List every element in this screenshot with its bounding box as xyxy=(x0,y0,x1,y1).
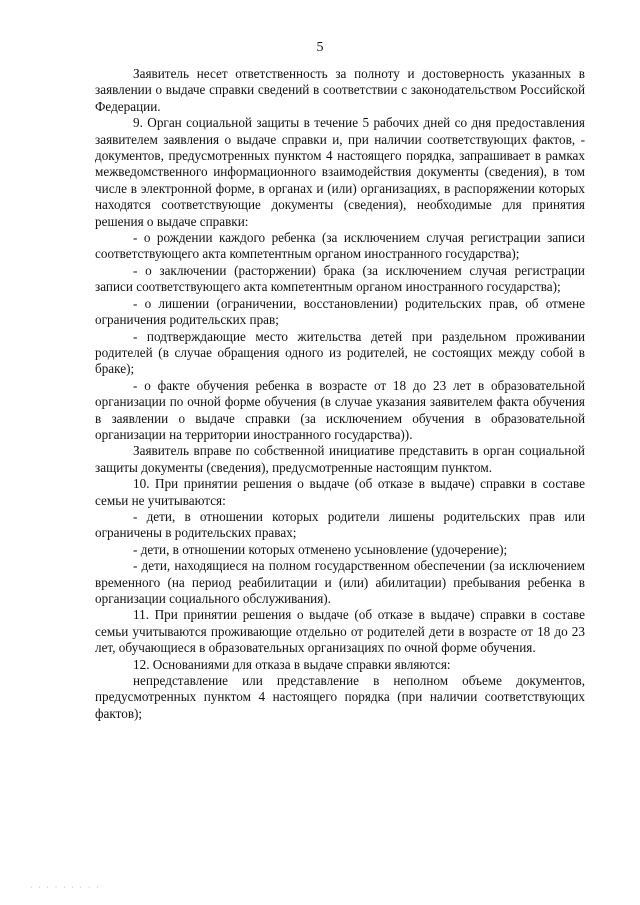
paragraph-item-11: 11. При принятии решения о выдаче (об отказе в выдаче) справки в составе семьи учитываются проживающие отдельно от родителей дети в возрасте от 18 до 23 лет, обучающиеся в образовательных организациях по очной форме обучения. xyxy=(95,607,585,656)
list-item-state-support: - дети, находящиеся на полном государственном обеспечении (за исключением временного (на период реабилитации и (или) абилитации) пребывания ребенка в организации социального обслуживания). xyxy=(95,558,585,606)
list-item-residence: - подтверждающие место жительства детей при раздельном проживании родителей (в случае обращения одного из родителей, не состоящих между собой в браке); xyxy=(95,328,585,377)
list-item-adoption-cancelled: - дети, в отношении которых отменено усыновление (удочерение); xyxy=(133,541,508,557)
document-body xyxy=(95,66,585,722)
list-item-marriage: - о заключении (расторжении) брака (за исключением случая регистрации записи соответствующего акта компетентным органом иностранного государства); xyxy=(95,262,585,295)
page-number: 5 xyxy=(316,40,324,55)
paragraph-item-10: 10. При принятии решения о выдаче (об отказе в выдаче) справки в составе семьи не учитываются: xyxy=(95,476,585,508)
list-item-parental-rights: - о лишении (ограничении, восстановлении) родительских прав, об отмене ограничения родительских прав; xyxy=(95,295,585,328)
paragraph-applicant-responsibility: Заявитель несет ответственность за полноту и достоверность указанных в заявлении о выдаче справки сведений в соответствии с законодательством Российской Федерации. xyxy=(95,66,585,114)
list-item-deprived-children: - дети, в отношении которых родители лишены родительских прав или ограничены в родительских правах; xyxy=(95,508,585,541)
paragraph-refusal-ground: непредставление или представление в неполном объеме документов, предусмотренных пунктом 4 настоящего порядка (при наличии соответствующих фактов); xyxy=(95,673,585,721)
paragraph-item-12: 12. Основаниями для отказа в выдаче справки являются: xyxy=(133,656,451,672)
paragraph-own-initiative: Заявитель вправе по собственной инициативе представить в орган социальной защиты документы (сведения), предусмотренные настоящим пунктом. xyxy=(95,443,585,475)
list-item-education: - о факте обучения ребенка в возрасте от 18 до 23 лет в образовательной организации по очной форме обучения (в случае указания заявителем факта обучения в заявлении о выдаче справки (за исключением обучения в образовательной организации на территории иностранного государства)). xyxy=(95,377,585,442)
list-item-birth: - о рождении каждого ребенка (за исключением случая регистрации записи соответствующего акта компетентным органом иностранного государства); xyxy=(95,230,585,262)
scan-footer-mark: · · · · · · · · · xyxy=(30,884,101,891)
paragraph-item-9: 9. Орган социальной защиты в течение 5 рабочих дней со дня предоставления заявителем заявления о выдаче справки и, при наличии соответствующих фактов, - документов, предусмотренных пунктом 4 настоящего порядка, запрашивает в рамках межведомственного информационного взаимодействия документы (сведения), в том числе в электронной форме, в органах и (или) организациях, в распоряжении которых находятся соответствующие документы (сведения), необходимые для принятия решения о выдаче справки: xyxy=(95,115,585,229)
